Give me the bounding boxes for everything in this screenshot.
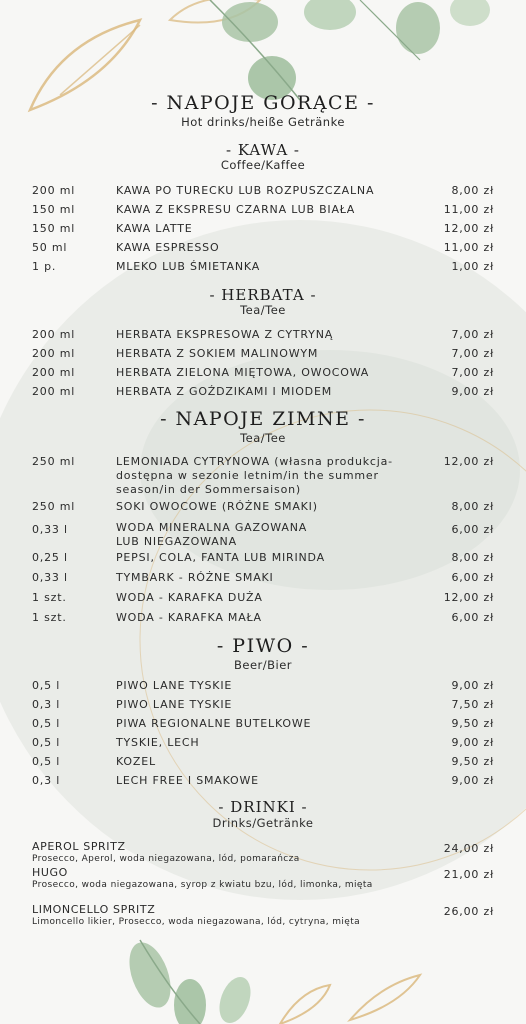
item-quantity: 1 szt. [32,611,67,624]
item-name: SOKI OWOCOWE (RÓŻNE SMAKI) [116,500,318,513]
drink-name: LIMONCELLO SPRITZ [32,903,156,916]
item-name: PIWA REGIONALNE BUTELKOWE [116,717,312,730]
item-name: WODA MINERALNA GAZOWANA LUB NIEGAZOWANA [116,521,308,548]
drink-price: 24,00 zł [443,842,494,855]
item-price: 6,00 zł [451,611,494,624]
item-price: 9,00 zł [451,679,494,692]
section-subtitle-cold-drinks: Tea/Tee [240,431,286,445]
item-quantity: 0,3 l [32,774,61,787]
eucalyptus-leaf-icon [450,0,490,26]
gold-leaf-outline-icon [350,975,420,1020]
item-price: 6,00 zł [451,523,494,536]
item-name: TYSKIE, LECH [116,736,200,749]
drink-description: Limoncello likier, Prosecco, woda niegazowana, lód, cytryna, mięta [32,917,361,927]
item-price: 9,00 zł [451,385,494,398]
item-name: HERBATA Z GOŹDZIKAMI I MIODEM [116,385,332,398]
eucalyptus-leaf-icon [222,2,278,42]
item-name: PEPSI, COLA, FANTA LUB MIRINDA [116,551,325,564]
section-title-piwo: - PIWO - [216,635,310,657]
item-price: 8,00 zł [451,551,494,564]
item-quantity: 1 szt. [32,591,67,604]
item-price: 7,00 zł [451,328,494,341]
section-title-drinki: - DRINKI - [218,798,308,816]
item-name: WODA - KARAFKA DUŻA [116,591,263,604]
item-price: 8,00 zł [451,184,494,197]
section-subtitle-kawa: Coffee/Kaffee [220,158,306,172]
item-name: LEMONIADA CYTRYNOWA (własna produkcja- dostępna w sezonie letnim/in the summer season/in der Sommersaison) [116,455,393,496]
eucalyptus-leaf-icon [174,979,206,1024]
item-quantity: 0,5 l [32,736,61,749]
item-name: HERBATA ZIELONA MIĘTOWA, OWOCOWA [116,366,370,379]
drink-item [32,840,494,865]
item-name: KOZEL [116,755,156,768]
item-price: 12,00 zł [443,222,494,235]
item-quantity: 250 ml [32,500,76,513]
item-price: 1,00 zł [451,260,494,273]
drink-description: Prosecco, woda niegazowana, syrop z kwiatu bzu, lód, limonka, mięta [32,880,373,890]
item-quantity: 250 ml [32,455,76,468]
item-quantity: 0,5 l [32,755,61,768]
item-price: 12,00 zł [443,455,494,468]
item-quantity: 0,3 l [32,698,61,711]
item-quantity: 150 ml [32,222,76,235]
item-quantity: 200 ml [32,328,76,341]
item-quantity: 50 ml [32,241,68,254]
section-title-hot-drinks: - NAPOJE GORĄCE - [151,92,375,114]
item-name: HERBATA Z SOKIEM MALINOWYM [116,347,319,360]
section-subtitle-drinki: Drinks/Getränke [212,816,314,830]
item-name: LECH FREE I SMAKOWE [116,774,259,787]
item-price: 7,50 zł [451,698,494,711]
section-subtitle-herbata: Tea/Tee [240,303,286,317]
section-subtitle-piwo: Beer/Bier [233,658,293,672]
item-quantity: 0,25 l [32,551,68,564]
item-name: KAWA PO TURECKU LUB ROZPUSZCZALNA [116,184,375,197]
drink-description: Prosecco, Aperol, woda niegazowana, lód, pomarańcza [32,854,300,864]
item-price: 9,50 zł [451,755,494,768]
eucalyptus-leaf-icon [304,0,356,30]
drink-price: 26,00 zł [443,905,494,918]
item-quantity: 0,33 l [32,523,68,536]
item-name: HERBATA EKSPRESOWA Z CYTRYNĄ [116,328,334,341]
item-quantity: 1 p. [32,260,57,273]
item-quantity: 200 ml [32,385,76,398]
eucalyptus-leaf-icon [214,973,257,1024]
section-title-cold-drinks: - NAPOJE ZIMNE - [160,408,366,430]
item-quantity: 0,5 l [32,717,61,730]
drink-price: 21,00 zł [443,868,494,881]
section-subtitle-hot-drinks: Hot drinks/heiße Getränke [181,115,345,129]
item-price: 9,00 zł [451,736,494,749]
item-name: WODA - KARAFKA MAŁA [116,611,262,624]
item-price: 7,00 zł [451,366,494,379]
item-quantity: 200 ml [32,347,76,360]
item-price: 6,00 zł [451,571,494,584]
item-name: KAWA Z EKSPRESU CZARNA LUB BIAŁA [116,203,356,216]
item-quantity: 200 ml [32,366,76,379]
drink-name: HUGO [32,866,68,879]
item-price: 11,00 zł [443,203,494,216]
item-price: 7,00 zł [451,347,494,360]
item-price: 9,50 zł [451,717,494,730]
item-name: TYMBARK - RÓŻNE SMAKI [116,571,274,584]
gold-leaf-outline-icon [280,985,330,1024]
drink-item [32,903,494,928]
item-name: KAWA LATTE [116,222,193,235]
item-quantity: 0,5 l [32,679,61,692]
item-name: MLEKO LUB ŚMIETANKA [116,260,261,273]
item-quantity: 200 ml [32,184,76,197]
item-name: PIWO LANE TYSKIE [116,698,233,711]
drink-item [32,866,494,891]
item-price: 8,00 zł [451,500,494,513]
drink-name: APEROL SPRITZ [32,840,126,853]
eucalyptus-leaf-icon [396,2,440,54]
item-price: 11,00 zł [443,241,494,254]
item-quantity: 0,33 l [32,571,68,584]
section-title-kawa: - KAWA - [226,141,300,159]
eucalyptus-leaf-icon [121,937,178,1013]
section-title-herbata: - HERBATA - [209,286,317,304]
item-name: PIWO LANE TYSKIE [116,679,233,692]
item-name: KAWA ESPRESSO [116,241,220,254]
item-quantity: 150 ml [32,203,76,216]
item-price: 9,00 zł [451,774,494,787]
item-price: 12,00 zł [443,591,494,604]
